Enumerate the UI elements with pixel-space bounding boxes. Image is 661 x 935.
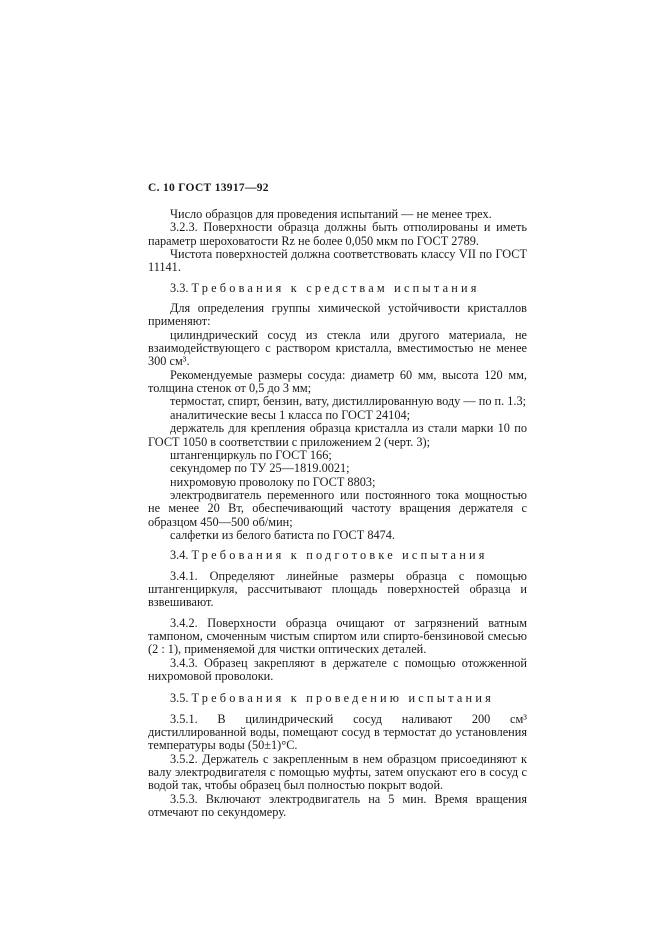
paragraph: 3.4.2. Поверхности образца очищают от загрязнений ватным тампоном, смоченным чистым спиртом или спирто-бензиновой смесью (2 : 1), применяемой для чистки оптических деталей. [148,615,527,657]
page-header: С. 10 ГОСТ 13917—92 [148,182,269,194]
paragraph: термостат, спирт, бензин, вату, дистиллированную воду — по п. 1.3; [170,394,527,409]
paragraph: держатель для крепления образца кристалла из стали марки 10 по ГОСТ 1050 в соответствии с приложением 2 (черт. 3); [148,421,527,449]
paragraph: штангенциркуль по ГОСТ 166; [170,447,332,462]
paragraph: Число образцов для проведения испытаний — не менее трех. [170,207,492,221]
paragraph: 3.5.1. В цилиндрический сосуд наливают 200 см³ дистиллированной воды, помещают сосуд в термостат до установления температуры воды (50±1)°С. [148,711,527,753]
paragraph: цилиндрический сосуд из стекла или другого материала, не взаимодействующего с раствором кристалла, вместимостью не менее 300 см³. [148,327,527,369]
paragraph: нихромовую проволоку по ГОСТ 8803; [170,474,376,489]
paragraph: салфетки из белого батиста по ГОСТ 8474. [170,527,396,542]
section-title: Требования к проведению испытания [191,691,494,706]
paragraph: 3.5.3. Включают электродвигатель на 5 мин. Время вращения отмечают по секундомеру. [148,791,527,820]
section-heading-3-4 [148,549,527,562]
paragraph: Для определения группы химической устойчивости кристаллов применяют: [148,301,527,329]
paragraph: 3.4.3. Образец закрепляют в держателе с помощью отожженной нихромовой проволоки. [148,655,527,683]
section-title: Требования к подготовке испытания [191,548,488,563]
section-number: 3.5. [170,691,189,706]
paragraph: Чистота поверхностей должна соответствовать классу VII по ГОСТ 11141. [148,247,527,275]
section-number: 3.3. [170,280,189,295]
paragraph: 3.5.2. Держатель с закрепленным в нем образцом присоединяют к валу электродвигателя с помощью муфты, затем опускают его в сосуд с водой так, чтобы образец был полностью покрыт водой. [148,751,527,793]
section-number: 3.4. [170,548,189,563]
paragraph: электродвигатель переменного или постоянного тока мощностью не менее 20 Вт, обеспечивающий частоту вращения держателя с образцом 450—500 об/мин; [148,487,527,529]
paragraph: аналитические весы 1 класса по ГОСТ 24104; [170,407,411,422]
paragraph: секундомер по ТУ 25—1819.0021; [170,461,350,476]
paragraph: 3.4.1. Определяют линейные размеры образца с помощью штангенциркуля, рассчитывают площадь поверхностей образца и взвешивают. [148,568,527,610]
document-body [148,208,527,819]
section-heading-3-5 [148,692,527,705]
paragraph: 3.2.3. Поверхности образца должны быть отполированы и иметь параметр шероховатости Rz не более 0,050 мкм по ГОСТ 2789. [148,220,527,248]
section-heading-3-3 [148,282,527,295]
paragraph: Рекомендуемые размеры сосуда: диаметр 60 мм, высота 120 мм, толщина стенок от 0,5 до 3 мм; [148,367,527,396]
section-title: Требования к средствам испытания [191,280,480,295]
